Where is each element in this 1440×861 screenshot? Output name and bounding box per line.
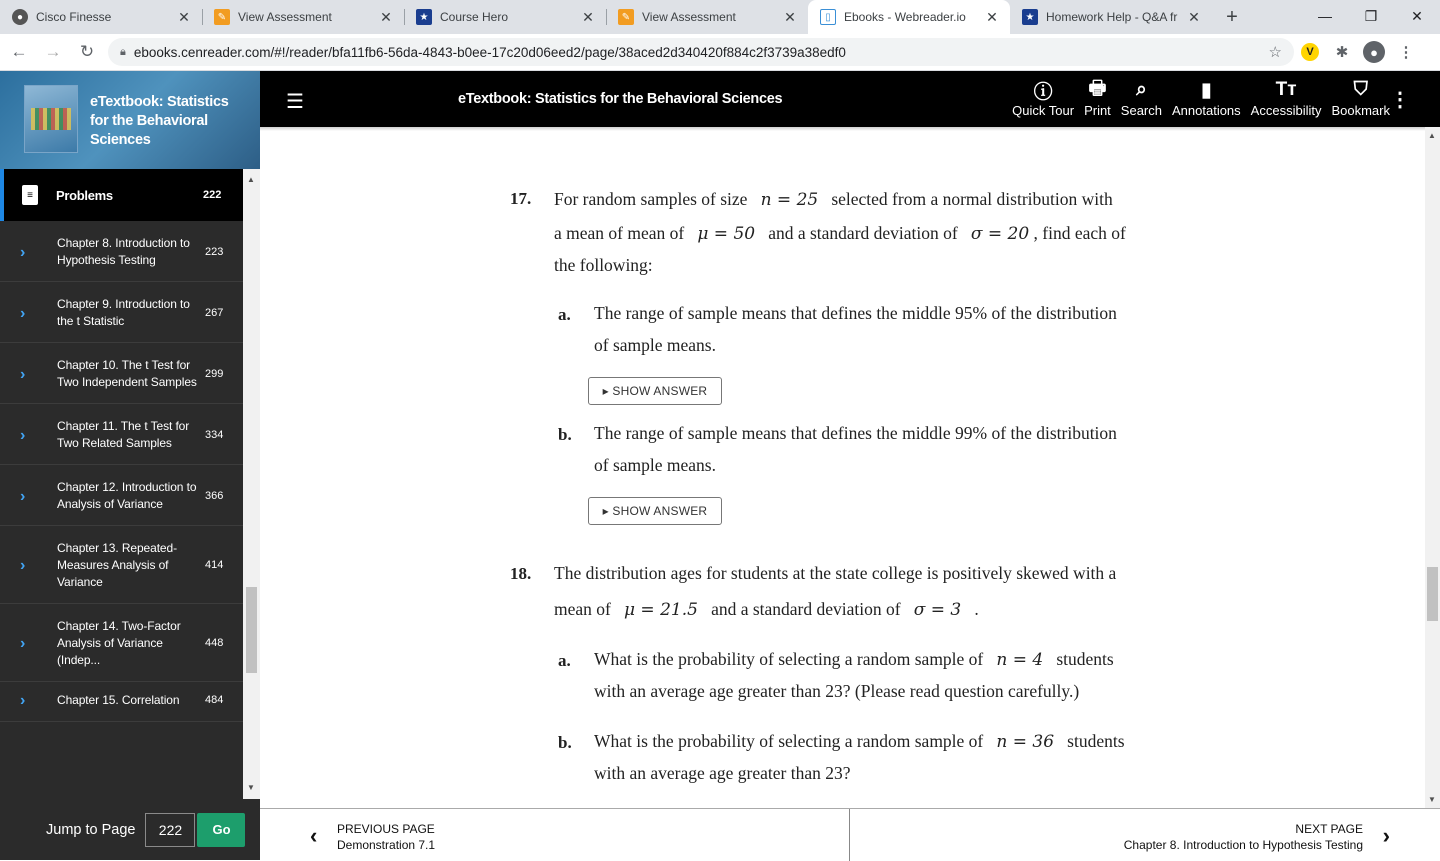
chevron-right-icon[interactable]: › bbox=[20, 487, 26, 505]
tab-title: View Assessment bbox=[642, 10, 736, 24]
browser-tab-active[interactable] bbox=[808, 0, 1010, 34]
printer-icon: 🖶︎ bbox=[1088, 78, 1107, 99]
problem-text bbox=[554, 183, 1194, 217]
math-expression: σ = 3 bbox=[913, 600, 962, 620]
toc-page-number: 223 bbox=[205, 245, 224, 258]
next-page-link[interactable] bbox=[1124, 821, 1363, 853]
extension-v-icon[interactable]: V bbox=[1294, 37, 1326, 67]
chevron-right-icon[interactable]: › bbox=[1382, 823, 1390, 848]
close-icon[interactable]: ✕ bbox=[380, 8, 392, 25]
toc-page-number: 484 bbox=[205, 694, 224, 706]
tool-label: Bookmark bbox=[1331, 103, 1390, 118]
window-controls bbox=[1302, 0, 1440, 32]
toc-current-item[interactable] bbox=[0, 169, 243, 221]
subpart-text bbox=[594, 643, 1234, 677]
go-button[interactable]: Go bbox=[197, 813, 245, 847]
toc-item[interactable] bbox=[0, 682, 243, 722]
subpart-text: with an average age greater than 23? (Please read question carefully.) bbox=[594, 681, 1080, 701]
text-span: a mean of mean of bbox=[554, 223, 685, 243]
document-icon: ≡ bbox=[22, 185, 38, 205]
tab-title: Course Hero bbox=[440, 10, 509, 24]
scrollbar-thumb[interactable] bbox=[246, 587, 257, 673]
text-span: What is the probability of selecting a random sample of bbox=[594, 649, 984, 669]
bookmark-icon: ⛉ bbox=[1353, 79, 1368, 100]
forward-icon[interactable]: → bbox=[44, 42, 62, 61]
star-badge-icon: ★ bbox=[416, 9, 432, 25]
close-icon[interactable]: ✕ bbox=[1188, 8, 1200, 25]
page-number-input[interactable]: 222 bbox=[145, 813, 195, 847]
jump-to-page bbox=[0, 799, 260, 860]
browser-tab[interactable] bbox=[606, 0, 808, 34]
math-expression: μ = 21.5 bbox=[623, 600, 698, 620]
profile-avatar-icon[interactable]: ● bbox=[1358, 37, 1390, 67]
text-span: What is the probability of selecting a random sample of bbox=[594, 731, 984, 751]
toc-item-label: Chapter 9. Introduction to the t Statistic bbox=[57, 297, 190, 328]
problem-text bbox=[554, 593, 1194, 627]
chevron-right-icon[interactable]: › bbox=[20, 635, 26, 652]
search-button[interactable] bbox=[1121, 77, 1162, 118]
scroll-up-icon[interactable]: ▲ bbox=[247, 175, 255, 184]
quick-tour-button[interactable] bbox=[1012, 77, 1074, 118]
text-span: and a standard deviation of bbox=[711, 599, 901, 619]
subpart-text: of sample means. bbox=[594, 455, 716, 475]
minimize-icon[interactable]: — bbox=[1318, 8, 1332, 24]
toc-page-number: 222 bbox=[203, 189, 222, 201]
content-scrollbar[interactable] bbox=[1425, 127, 1440, 808]
next-title: Chapter 8. Introduction to Hypothesis Testing bbox=[1123, 838, 1363, 852]
pencil-icon: ✎ bbox=[214, 9, 230, 25]
url-text[interactable]: ebooks.cenreader.com/#!/reader/bfa11fb6-56da-4843-b0ee-17c20d06eed2/page/38aced2d340420f884c2f3739a38edf0 bbox=[133, 44, 846, 60]
toc-item-label: Chapter 8. Introduction to Hypothesis Testing bbox=[57, 236, 190, 267]
scrollbar-thumb[interactable] bbox=[1427, 567, 1438, 621]
text-span: mean of bbox=[554, 599, 611, 619]
help-circle-icon: ⓘ bbox=[1033, 81, 1053, 103]
toc-item-label: Chapter 11. The t Test for Two Related Samples bbox=[57, 419, 190, 450]
tool-label: Print bbox=[1084, 103, 1111, 118]
math-expression: n = 36 bbox=[996, 732, 1055, 752]
prev-title: Demonstration 7.1 bbox=[337, 838, 436, 852]
annotations-icon: ▮ bbox=[1201, 79, 1212, 101]
annotations-button[interactable] bbox=[1172, 77, 1241, 118]
previous-page-link[interactable] bbox=[337, 821, 435, 853]
reader-page-content bbox=[260, 127, 1425, 808]
toc-item[interactable] bbox=[0, 604, 243, 682]
toc-page-number: 334 bbox=[205, 428, 224, 441]
text-span: students bbox=[1056, 649, 1114, 669]
close-window-icon[interactable]: ✕ bbox=[1411, 7, 1423, 24]
text-span: . bbox=[974, 599, 979, 619]
reload-icon[interactable]: ↻ bbox=[79, 42, 95, 61]
star-badge-icon: ★ bbox=[1022, 9, 1038, 25]
app-title: eTextbook: Statistics for the Behavioral Sciences bbox=[458, 91, 783, 107]
subpart-letter: a. bbox=[558, 651, 571, 670]
browser-menu-icon[interactable]: ⋮ bbox=[1398, 44, 1414, 61]
next-caption: NEXT PAGE bbox=[1295, 822, 1363, 836]
tab-title: Cisco Finesse bbox=[36, 10, 112, 24]
toc-page-number: 414 bbox=[205, 559, 224, 571]
toc-item[interactable] bbox=[0, 343, 243, 404]
scroll-down-icon[interactable]: ▼ bbox=[1428, 795, 1436, 804]
restore-icon[interactable]: ❐ bbox=[1364, 7, 1378, 24]
toc-page-number: 448 bbox=[205, 637, 224, 649]
toc-item[interactable] bbox=[0, 404, 243, 465]
close-icon[interactable]: ✕ bbox=[784, 8, 796, 25]
toc-item-label: Chapter 14. Two-Factor Analysis of Variance (Indep... bbox=[57, 619, 181, 667]
tool-label: Accessibility bbox=[1250, 103, 1322, 118]
chevron-right-icon[interactable]: › bbox=[20, 557, 26, 574]
tool-label: Quick Tour bbox=[1012, 103, 1075, 118]
toc-item-label: Chapter 12. Introduction to Analysis of Variance bbox=[57, 480, 197, 511]
text-size-icon: Tт bbox=[1275, 79, 1297, 100]
math-expression: μ = 50 bbox=[697, 224, 756, 244]
extensions-puzzle-icon[interactable]: ✱ bbox=[1335, 44, 1349, 61]
math-expression: σ = 20 bbox=[970, 224, 1030, 244]
tool-label: Search bbox=[1120, 103, 1162, 118]
problem-text: The distribution ages for students at the state college is positively skewed with a bbox=[554, 563, 1117, 583]
jump-label: Jump to Page bbox=[46, 821, 136, 838]
toc-item-label: Problems bbox=[56, 187, 113, 203]
problem-number: 17. bbox=[510, 189, 532, 208]
sidebar-scrollbar[interactable] bbox=[243, 169, 260, 799]
browser-tab[interactable] bbox=[404, 0, 606, 34]
more-options-icon[interactable]: ⋮ bbox=[1390, 89, 1410, 111]
show-answer-button[interactable]: ▸ SHOW ANSWER bbox=[588, 377, 722, 405]
math-expression: n = 4 bbox=[996, 650, 1044, 670]
subpart-letter: b. bbox=[558, 425, 572, 444]
chevron-right-icon[interactable]: › bbox=[20, 243, 26, 261]
problem-number: 18. bbox=[510, 564, 532, 583]
tab-title: View Assessment bbox=[238, 10, 332, 24]
browser-tab[interactable] bbox=[1010, 0, 1212, 34]
toc-item[interactable] bbox=[0, 465, 243, 526]
toc-item[interactable] bbox=[0, 221, 243, 282]
toc-item[interactable] bbox=[0, 282, 243, 343]
toc-page-number: 267 bbox=[205, 306, 224, 319]
subpart-text: The range of sample means that defines the middle 99% of the distribution bbox=[594, 423, 1117, 443]
close-icon[interactable]: ✕ bbox=[178, 8, 190, 25]
toc-item-label: Chapter 10. The t Test for Two Independent Samples bbox=[57, 358, 197, 389]
tool-label: Annotations bbox=[1172, 103, 1241, 118]
reader-tools bbox=[1002, 77, 1390, 118]
problem-text bbox=[554, 217, 1194, 251]
back-icon[interactable]: ← bbox=[10, 42, 28, 61]
subpart-text bbox=[594, 725, 1234, 759]
tab-title: Homework Help - Q&A fr bbox=[1046, 10, 1178, 24]
subpart-letter: b. bbox=[558, 733, 572, 752]
browser-tab[interactable] bbox=[0, 0, 202, 34]
cisco-icon: ● bbox=[12, 9, 28, 25]
bookmark-button[interactable] bbox=[1331, 77, 1390, 118]
browser-toolbar bbox=[0, 34, 1440, 71]
collapse-menu-icon[interactable]: ☰ bbox=[286, 91, 304, 113]
close-icon[interactable]: ✕ bbox=[986, 8, 998, 25]
show-answer-button[interactable]: ▸ SHOW ANSWER bbox=[588, 497, 722, 525]
browser-tab[interactable] bbox=[202, 0, 404, 34]
text-span: and a standard deviation of bbox=[768, 223, 958, 243]
scroll-up-icon[interactable]: ▲ bbox=[1428, 131, 1436, 140]
subpart-letter: a. bbox=[558, 305, 571, 324]
footer-divider bbox=[849, 809, 850, 861]
address-bar[interactable] bbox=[108, 38, 1294, 66]
chevron-left-icon[interactable]: ‹ bbox=[310, 823, 318, 848]
book-icon: ▯ bbox=[820, 9, 836, 25]
chevron-right-icon[interactable]: › bbox=[20, 365, 26, 383]
book-cover-tile[interactable] bbox=[0, 71, 260, 169]
browser-tab-strip bbox=[0, 0, 1440, 34]
toc-page-number: 299 bbox=[205, 367, 224, 380]
text-span: , find each of bbox=[1033, 223, 1126, 243]
text-span: For random samples of size bbox=[554, 189, 748, 209]
problem-text: the following: bbox=[554, 255, 653, 275]
toc-item-label: Chapter 15. Correlation bbox=[57, 693, 180, 707]
book-cover-thumbnail bbox=[24, 85, 78, 153]
toc-item-label: Chapter 13. Repeated-Measures Analysis of Variance bbox=[57, 541, 177, 589]
page-navigation-footer bbox=[260, 808, 1440, 860]
chevron-right-icon[interactable]: › bbox=[20, 426, 26, 444]
scroll-down-icon[interactable]: ▼ bbox=[247, 783, 255, 792]
toc-item[interactable] bbox=[0, 526, 243, 604]
subpart-text: with an average age greater than 23? bbox=[594, 763, 851, 783]
text-span: selected from a normal distribution with bbox=[831, 189, 1113, 209]
text-span: students bbox=[1067, 731, 1125, 751]
pencil-icon: ✎ bbox=[618, 9, 634, 25]
accessibility-button[interactable] bbox=[1251, 77, 1322, 118]
header-shadow bbox=[260, 127, 1440, 131]
chevron-right-icon[interactable]: › bbox=[20, 692, 26, 709]
book-title: eTextbook: Statistics for the Behavioral Sciences bbox=[90, 94, 229, 148]
table-of-contents bbox=[0, 169, 243, 799]
math-expression: n = 25 bbox=[760, 190, 819, 210]
chevron-right-icon[interactable]: › bbox=[20, 304, 26, 322]
lock-icon[interactable]: 🔒︎ bbox=[120, 45, 126, 58]
bookmark-star-icon[interactable]: ☆ bbox=[1268, 44, 1282, 61]
close-icon[interactable]: ✕ bbox=[582, 8, 594, 25]
new-tab-button[interactable]: + bbox=[1226, 5, 1238, 28]
toc-page-number: 366 bbox=[205, 489, 224, 502]
tab-title: Ebooks - Webreader.io bbox=[844, 10, 966, 24]
print-button[interactable] bbox=[1084, 77, 1111, 118]
subpart-text: of sample means. bbox=[594, 335, 716, 355]
subpart-text: The range of sample means that defines the middle 95% of the distribution bbox=[594, 303, 1117, 323]
prev-caption: PREVIOUS PAGE bbox=[337, 822, 435, 836]
search-icon: ⌕ bbox=[1136, 79, 1147, 100]
